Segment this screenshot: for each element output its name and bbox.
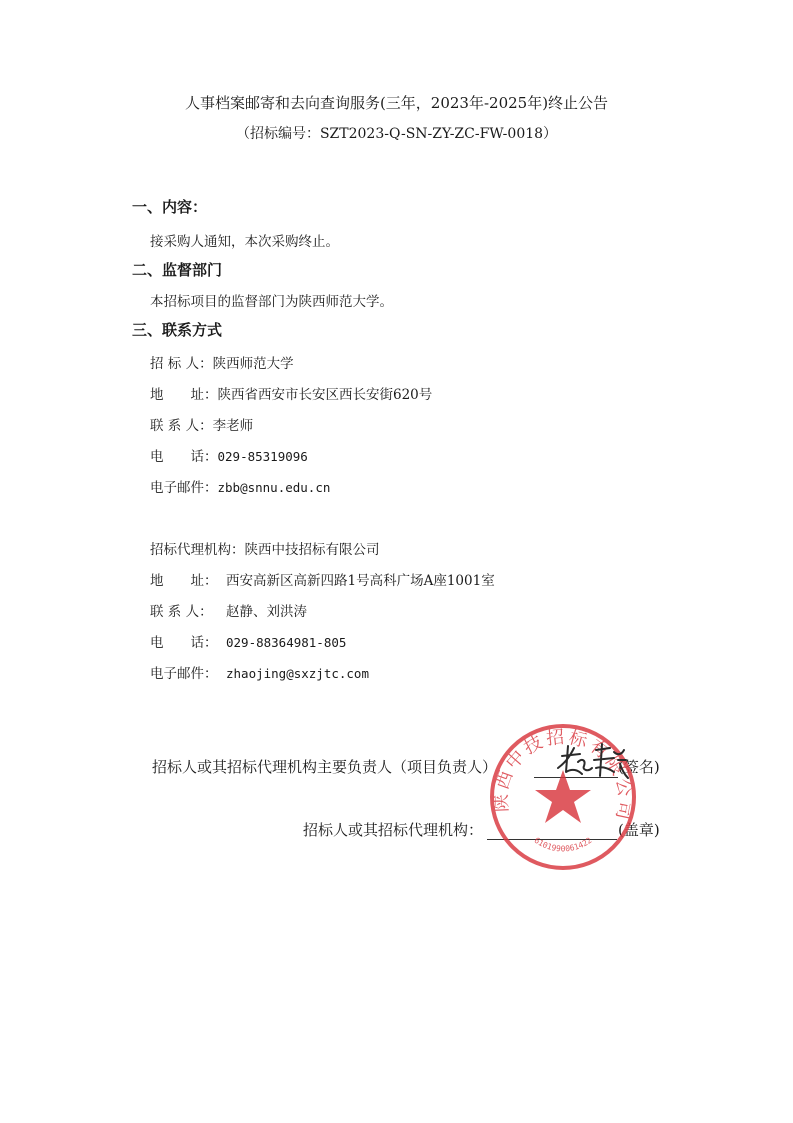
- contact-value: 赵静、刘洪涛: [226, 604, 307, 620]
- contact-value: 陕西中技招标有限公司: [244, 542, 380, 558]
- contact-value: 029-85319096: [217, 449, 308, 464]
- contact-label: 招 标 人：: [150, 356, 213, 372]
- signature-suffix: (签名): [618, 758, 660, 776]
- signature-line-label: 招标人或其招标代理机构主要负责人（项目负责人）: [152, 758, 498, 776]
- contact-label: 电 话：: [150, 635, 218, 651]
- handwritten-signature: [552, 738, 632, 784]
- contact-label: 招标代理机构：: [150, 542, 245, 558]
- contact-label: 地 址：: [150, 573, 218, 589]
- seal-text: 陕西中技招标有限公司: [490, 726, 636, 825]
- tenderer-name-row: [150, 352, 294, 372]
- tenderer-address-row: [150, 383, 432, 403]
- section-contact-heading: 三、联系方式: [132, 321, 223, 339]
- contact-value: 陕西省西安市长安区西长安街620号: [217, 387, 433, 403]
- seal-number: 6101990061422: [532, 835, 594, 854]
- section-content-heading: 一、内容：: [132, 198, 208, 216]
- contact-label: 电 话：: [150, 449, 218, 465]
- contact-label: 联 系 人：: [150, 418, 213, 434]
- contact-label: 地 址：: [150, 387, 218, 403]
- agency-phone-row: [150, 631, 346, 651]
- contact-label: 联 系 人：: [150, 604, 213, 620]
- seal-suffix: (盖章): [618, 821, 660, 839]
- agency-email-row: [150, 662, 369, 682]
- contact-value: zbb@snnu.edu.cn: [217, 480, 331, 495]
- section-supervision-body: 本招标项目的监督部门为陕西师范大学。: [150, 294, 393, 310]
- contact-value: 陕西师范大学: [212, 356, 294, 372]
- section-content-body: 接采购人通知，本次采购终止。: [150, 234, 339, 250]
- section-supervision-heading: 二、监督部门: [132, 261, 223, 279]
- contact-value: zhaojing@sxzjtc.com: [226, 666, 369, 681]
- document-title: 人事档案邮寄和去向查询服务(三年，2023年-2025年)终止公告: [184, 94, 609, 112]
- agency-name-row: [150, 538, 380, 558]
- tenderer-person-row: [150, 414, 253, 434]
- seal-line-label: 招标人或其招标代理机构：: [303, 821, 484, 839]
- agency-address-row: [150, 569, 495, 589]
- agency-person-row: [150, 600, 307, 620]
- tenderer-phone-row: [150, 445, 308, 465]
- contact-value: 029-88364981-805: [226, 635, 347, 650]
- tenderer-email-row: [150, 476, 330, 496]
- contact-label: 电子邮件：: [150, 480, 218, 496]
- contact-label: 电子邮件：: [150, 666, 218, 682]
- contact-value: 李老师: [212, 418, 254, 434]
- document-subtitle: （招标编号：SZT2023-Q-SN-ZY-ZC-FW-0018）: [235, 126, 558, 142]
- contact-value: 西安高新区高新四路1号高科广场A座1001室: [226, 573, 495, 589]
